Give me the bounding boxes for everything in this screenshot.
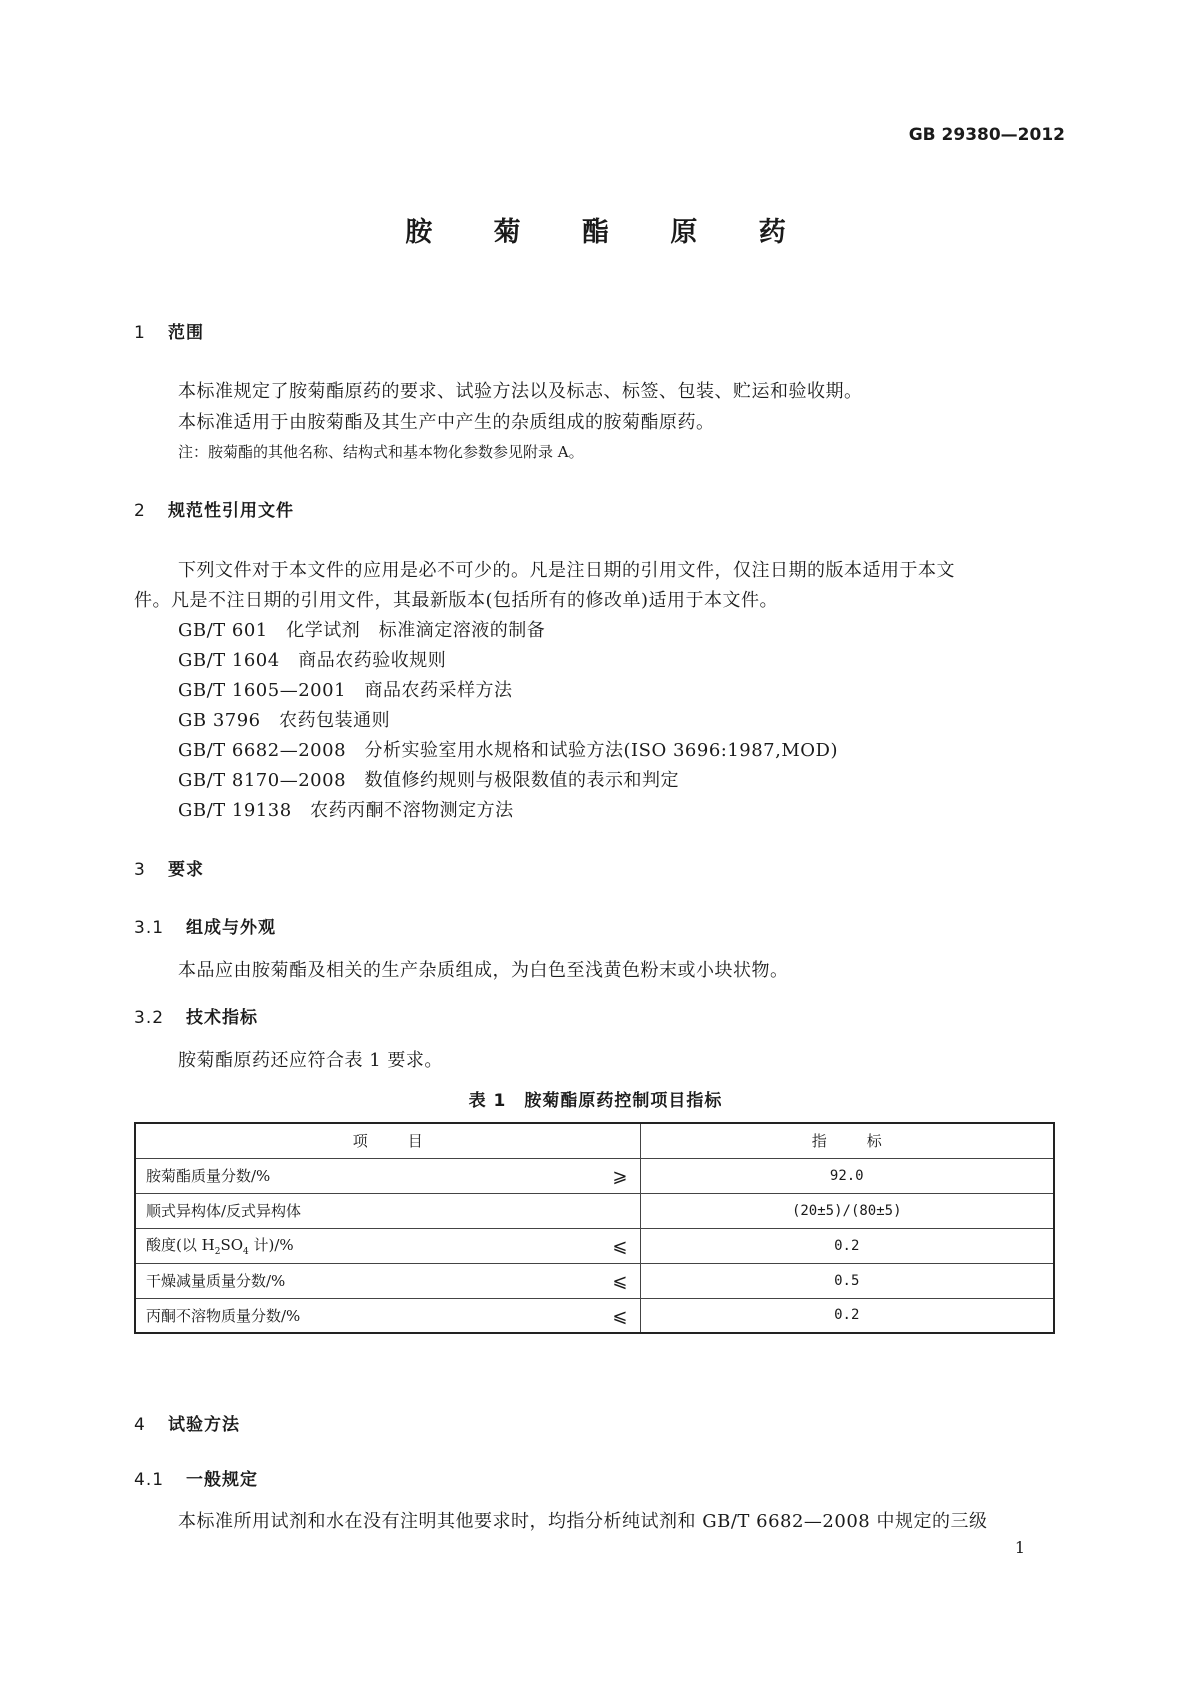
table-header-row	[135, 1123, 1054, 1158]
spec-table	[134, 1122, 1055, 1334]
reference-title: 分析实验室用水规格和试验方法(ISO 3696:1987,MOD)	[364, 740, 839, 761]
reference-title: 农药丙酮不溶物测定方法	[310, 800, 514, 821]
table-header-cell: 指标	[640, 1123, 1054, 1158]
section-number: 3.2	[134, 1008, 165, 1028]
reference-item	[178, 796, 514, 822]
table-row	[135, 1158, 1054, 1193]
operator-symbol: ⩽	[612, 1305, 628, 1327]
table-value-cell: 92.0	[640, 1158, 1054, 1193]
table-item-cell	[135, 1228, 640, 1263]
reference-item	[178, 676, 513, 702]
section-2-heading	[134, 496, 294, 521]
scope-paragraph-2: 本标准适用于由胺菊酯及其生产中产生的杂质组成的胺菊酯原药。	[178, 412, 715, 433]
section-1-heading	[134, 318, 204, 343]
scope-paragraph-1: 本标准规定了胺菊酯原药的要求、试验方法以及标志、标签、包装、贮运和验收期。	[178, 381, 863, 402]
table-header-cell: 项目	[135, 1123, 640, 1158]
reference-item	[178, 616, 545, 642]
section-4-1-heading	[134, 1465, 258, 1490]
scope-note: 注：胺菊酯的其他名称、结构式和基本物化参数参见附录 A。	[178, 443, 584, 461]
reference-code: GB/T 19138	[178, 800, 292, 821]
general-provisions-paragraph: 本标准所用试剂和水在没有注明其他要求时，均指分析纯试剂和 GB/T 6682—2008 中规定的三级	[178, 1511, 988, 1532]
technical-paragraph: 胺菊酯原药还应符合表 1 要求。	[178, 1050, 443, 1071]
section-number: 3.1	[134, 918, 165, 938]
item-label: 胺菊酯质量分数/%	[146, 1167, 271, 1185]
section-3-heading	[134, 855, 204, 880]
section-number: 2	[134, 501, 146, 521]
operator-symbol: ⩾	[612, 1165, 628, 1187]
reference-title: 农药包装通则	[279, 710, 391, 731]
section-3-2-heading	[134, 1003, 258, 1028]
document-code: GB 29380—2012	[908, 125, 1065, 145]
reference-item	[178, 706, 390, 732]
table-value-cell: 0.2	[640, 1298, 1054, 1333]
item-label: 干燥减量质量分数/%	[146, 1272, 286, 1290]
reference-code: GB/T 1605—2001	[178, 680, 347, 701]
reference-code: GB 3796	[178, 710, 261, 731]
section-title: 组成与外观	[186, 918, 276, 938]
table-row	[135, 1298, 1054, 1333]
reference-code: GB/T 1604	[178, 650, 280, 671]
table-item-cell	[135, 1158, 640, 1193]
section-title: 试验方法	[168, 1415, 240, 1435]
reference-code: GB/T 8170—2008	[178, 770, 347, 791]
page-number: 1	[1014, 1538, 1025, 1557]
references-intro-line-2: 件。凡是不注日期的引用文件，其最新版本(包括所有的修改单)适用于本文件。	[134, 590, 779, 611]
composition-paragraph: 本品应由胺菊酯及相关的生产杂质组成，为白色至浅黄色粉末或小块状物。	[178, 960, 789, 981]
table-value-cell: 0.2	[640, 1228, 1054, 1263]
section-number: 3	[134, 860, 146, 880]
section-title: 规范性引用文件	[168, 501, 294, 521]
section-title: 要求	[168, 860, 204, 880]
item-label: 顺式异构体/反式异构体	[146, 1202, 302, 1220]
section-3-1-heading	[134, 913, 276, 938]
reference-title: 商品农药验收规则	[298, 650, 447, 671]
table-row	[135, 1263, 1054, 1298]
item-label: 丙酮不溶物质量分数/%	[146, 1306, 301, 1325]
section-number: 4.1	[134, 1470, 165, 1490]
reference-title: 数值修约规则与极限数值的表示和判定	[364, 770, 680, 791]
reference-code: GB/T 6682—2008	[178, 740, 347, 761]
reference-title: 化学试剂 标准滴定溶液的制备	[286, 620, 546, 641]
reference-item	[178, 736, 838, 762]
section-title: 范围	[168, 323, 204, 343]
table-item-cell	[135, 1298, 640, 1333]
reference-title: 商品农药采样方法	[364, 680, 513, 701]
document-title: 胺 菊 酯 原 药	[405, 217, 812, 248]
table-value-cell: 0.5	[640, 1263, 1054, 1298]
reference-item	[178, 766, 679, 792]
section-number: 1	[134, 323, 146, 343]
section-title: 技术指标	[186, 1008, 258, 1028]
table-value-cell: (20±5)/(80±5)	[640, 1193, 1054, 1228]
references-intro-line-1: 下列文件对于本文件的应用是必不可少的。凡是注日期的引用文件，仅注日期的版本适用于本文	[178, 560, 955, 581]
section-title: 一般规定	[186, 1470, 258, 1490]
operator-symbol: ⩽	[612, 1270, 628, 1292]
reference-code: GB/T 601	[178, 620, 268, 641]
table-caption: 表 1 胺菊酯原药控制项目指标	[468, 1091, 723, 1111]
section-number: 4	[134, 1415, 146, 1435]
reference-item	[178, 646, 446, 672]
table-item-cell	[135, 1263, 640, 1298]
table-row	[135, 1228, 1054, 1263]
table-item-cell	[135, 1193, 640, 1228]
item-label: 酸度(以 $H_2SO_4$ 计)/%	[146, 1236, 294, 1257]
section-4-heading	[134, 1410, 240, 1435]
table-row	[135, 1193, 1054, 1228]
operator-symbol: ⩽	[612, 1235, 628, 1257]
